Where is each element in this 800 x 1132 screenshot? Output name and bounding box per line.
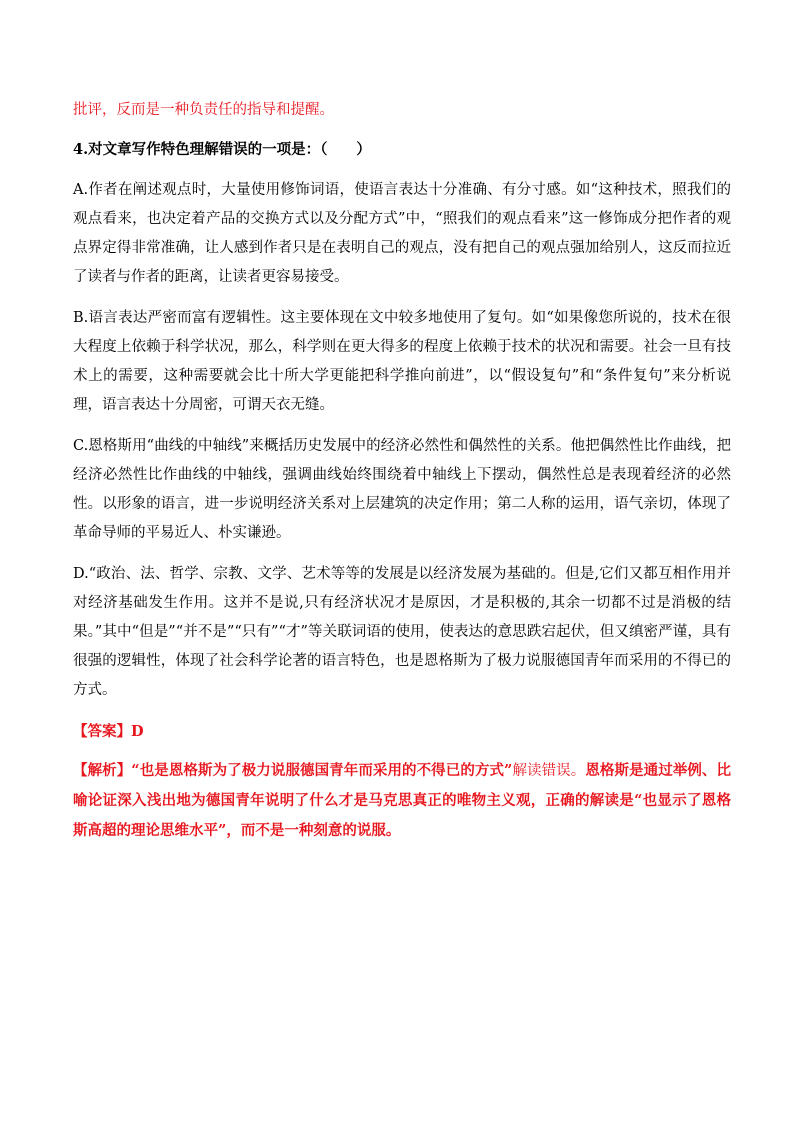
question-stem: 4.对文章写作特色理解错误的一项是：（ ） — [73, 141, 371, 158]
analysis-label: 【解析】 — [73, 762, 132, 779]
answer-label: 【答案】 — [73, 723, 131, 740]
analysis-paragraph — [73, 756, 731, 846]
option-a: A.作者在阐述观点时，大量使用修饰词语，使语言表达十分准确、有分寸感。如“这种技术，照我们的观点看来，也决定着产品的交换方式以及分配方式”中，“照我们的观点看来”这一修饰成分把作者的观点界定得非常准确，让人感到作者只是在表明自己的观点，没有把自己的观点强加给别人，这反而拉近了读者与作者的距离，让读者更容易接受。 — [73, 182, 731, 285]
option-c: C.恩格斯用“曲线的中轴线”来概括历史发展中的经济必然性和偶然性的关系。他把偶然性比作曲线，把经济必然性比作曲线的中轴线，强调曲线始终围绕着中轴线上下摆动，偶然性总是表现着经济的必然性。以形象的语言，进一步说明经济关系对上层建筑的决定作用；第二人称的运用，语气亲切，体现了革命导师的平易近人、朴实谦逊。 — [73, 438, 731, 541]
option-b: B.语言表达严密而富有逻辑性。这主要体现在文中较多地使用了复句。如“如果像您所说的，技术在很大程度上依赖于科学状况，那么，科学则在更大得多的程度上依赖于技术的状况和需要。社会一旦有技术上的需要，这种需要就会比十所大学更能把科学推向前进”，以“假设复句”和“条件复句”来分析说理，语言表达十分周密，可谓天衣无缝。 — [73, 310, 731, 413]
option-d: D.“政治、法、哲学、宗教、文学、艺术等等的发展是以经济发展为基础的。但是,它们又都互相作用并对经济基础发生作用。这并不是说,只有经济状况才是原因，才是积极的,其余一切都不过是消极的结果。”其中“但是”“并不是”“只有”“才”等关联词语的使用，使表达的意思跌宕起伏，但又缜密严谨，具有很强的逻辑性，体现了社会科学论著的语言特色，也是恩格斯为了极力说服德国青年而采用的不得已的方式。 — [73, 566, 731, 698]
answer-value: D — [131, 723, 144, 740]
analysis-text: 恩格斯是通过举例、比喻论证深入浅出地为德国青年说明了什么才是马克思真正的唯物主义观，正确的解读是“也显示了恩格斯高超的理论思维水平”，而不是一种刻意的说服。 — [73, 762, 732, 839]
analysis-quote: “也是恩格斯为了极力说服德国青年而采用的不得已的方式” — [131, 762, 513, 779]
answer-line — [73, 717, 731, 746]
previous-analysis-continuation: 批评，反而是一种负责任的指导和提醒。 — [73, 102, 334, 118]
document-content — [73, 96, 731, 856]
analysis-verdict: 解读错误。 — [512, 763, 586, 779]
